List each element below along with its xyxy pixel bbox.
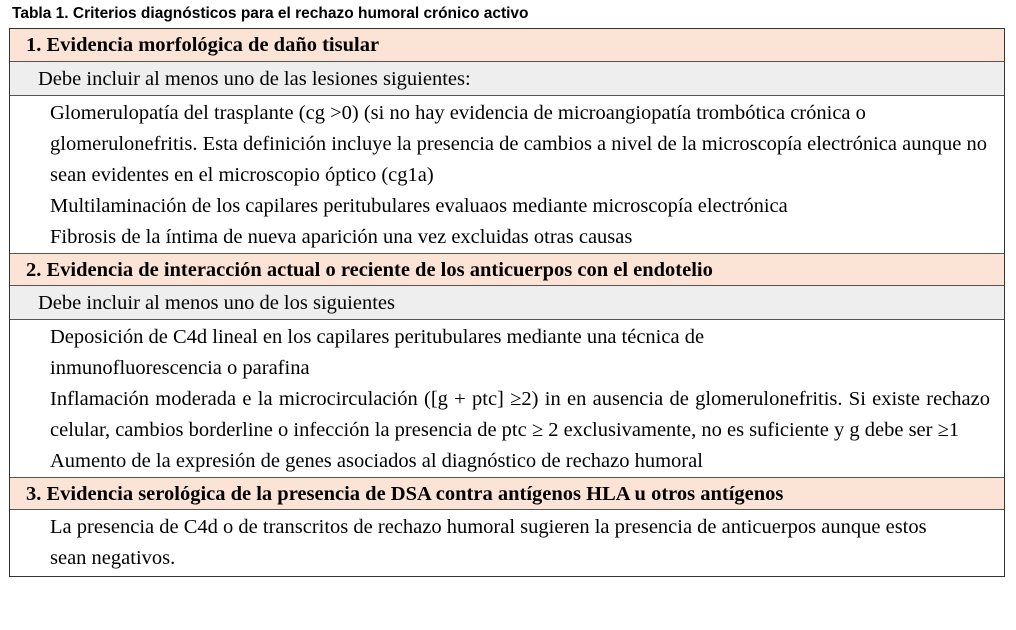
criterion-item: Deposición de C4d lineal en los capilares peritubulares mediante una técnica de inmunofluorescencia o parafina — [50, 326, 705, 379]
section-items — [10, 319, 1004, 477]
section-header: 3. Evidencia serológica de la presencia de DSA contra antígenos HLA u otros antígenos — [10, 477, 1004, 509]
section-header: 1. Evidencia morfológica de daño tisular — [10, 29, 1004, 61]
section-items — [10, 95, 1004, 253]
criterion-item: Aumento de la expresión de genes asociados al diagnóstico de rechazo humoral — [50, 450, 703, 472]
criterion-item: Glomerulopatía del trasplante (cg >0) (si no hay evidencia de microangiopatía trombótica crónica o glomerulonefritis. Esta definición incluye la presencia de cambios a nivel de la microscopía electrónica aunque no sean evidentes en el microscopio óptico (cg1a) — [50, 102, 987, 186]
section-subheader: Debe incluir al menos uno de los siguientes — [10, 285, 1004, 319]
criteria-table — [9, 28, 1005, 577]
section-items — [10, 509, 1004, 576]
section-subheader: Debe incluir al menos uno de las lesiones siguientes: — [10, 61, 1004, 95]
criterion-item: Inflamación moderada e la microcirculación ([g + ptc] ≥2) in en ausencia de glomerulonefritis. Si existe rechazo celular, cambios borderline o infección la presencia de ptc ≥ 2 exclusivamente, no es suficiente y g debe ser ≥1 — [50, 388, 990, 441]
table-caption: Tabla 1. Criterios diagnósticos para el rechazo humoral crónico activo — [12, 5, 529, 22]
criterion-item: Fibrosis de la íntima de nueva aparición una vez excluidas otras causas — [50, 226, 633, 248]
section-header: 2. Evidencia de interacción actual o reciente de los anticuerpos con el endotelio — [10, 253, 1004, 285]
criterion-item: Multilaminación de los capilares peritubulares evaluaos mediante microscopía electrónica — [50, 195, 788, 217]
criterion-item: La presencia de C4d o de transcritos de rechazo humoral sugieren la presencia de anticuerpos aunque estos sean negativos. — [50, 516, 927, 569]
